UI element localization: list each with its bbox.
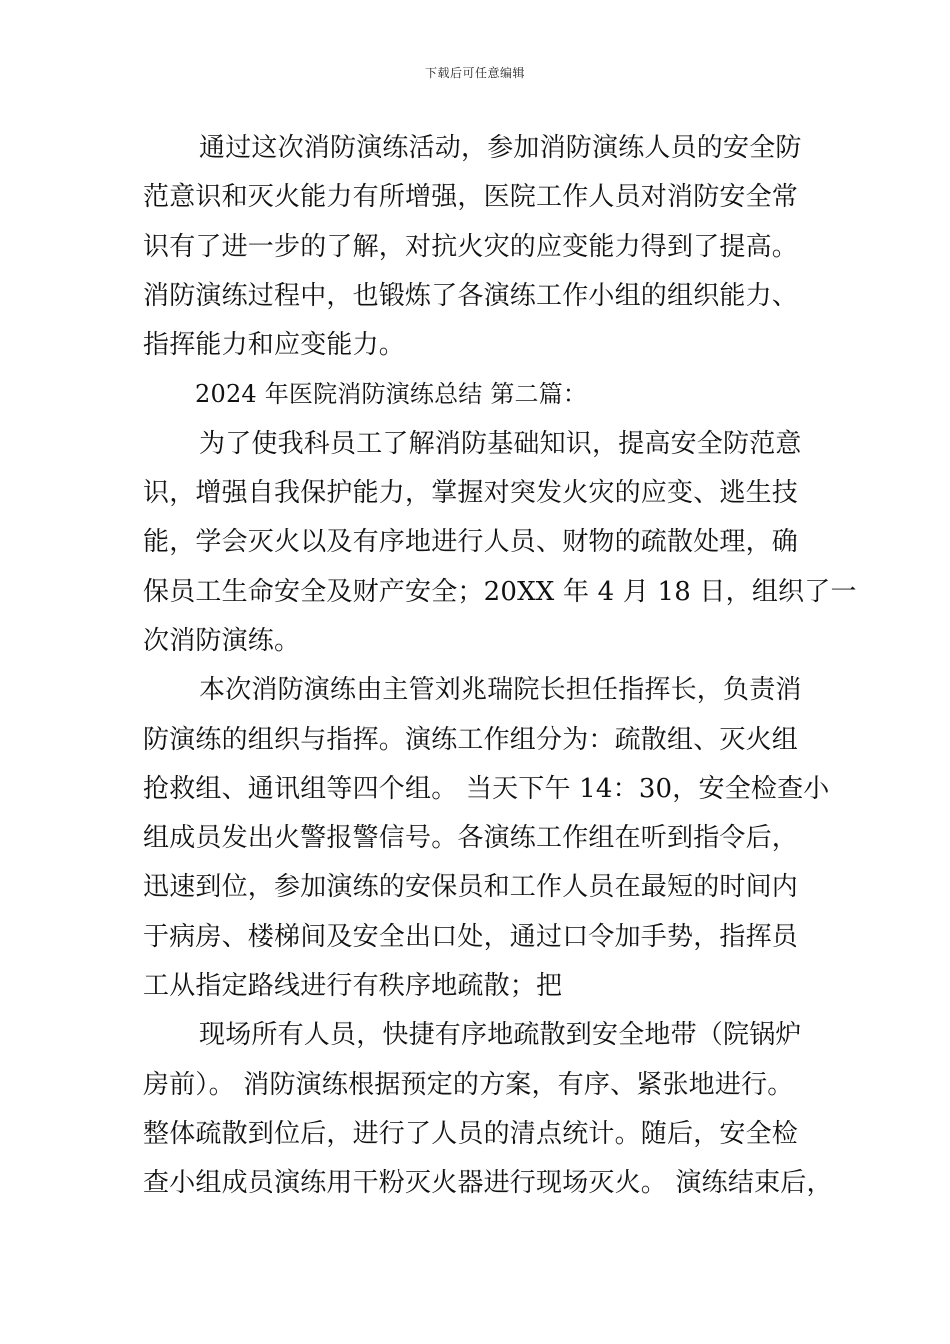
paragraph-line: 消防演练过程中，也锻炼了各演练工作小组的组织能力、 <box>143 280 799 311</box>
paragraph-line: 整体疏散到位后，进行了人员的清点统计。随后，安全检 <box>143 1118 799 1149</box>
paragraph-line: 迅速到位，参加演练的安保员和工作人员在最短的时间内 <box>143 872 799 903</box>
page-header: 下载后可任意编辑 <box>424 66 525 80</box>
paragraph-line: 房前）。 消防演练根据预定的方案，有序、紧张地进行。 <box>143 1069 794 1100</box>
paragraph-line: 通过这次消防演练活动，参加消防演练人员的安全防 <box>199 133 802 163</box>
paragraph-line: 为了使我科员工了解消防基础知识，提高安全防范意 <box>199 428 802 459</box>
paragraph-line: 查小组成员演练用干粉灭火器进行现场灭火。 演练结束后， <box>143 1168 833 1199</box>
paragraph-line: 防演练的组织与指挥。演练工作组分为：疏散组、灭火组 <box>143 724 799 755</box>
paragraph-line: 工从指定路线进行有秩序地疏散；把 <box>143 971 563 1002</box>
paragraph-line: 抢救组、通讯组等四个组。 当天下午 14：30，安全检查小 <box>143 773 830 804</box>
paragraph-line: 现场所有人员，快捷有序地疏散到安全地带（院锅炉 <box>199 1020 802 1051</box>
paragraph-line: 指挥能力和应变能力。 <box>143 330 406 361</box>
paragraph-line: 范意识和灭火能力有所增强，医院工作人员对消防安全常 <box>143 182 799 213</box>
paragraph-line: 保员工生命安全及财产安全；20XX 年 4 月 18 日，组织了一 <box>143 576 857 607</box>
section-heading: 2024 年医院消防演练总结 第二篇： <box>195 380 588 409</box>
paragraph-line: 次消防演练。 <box>143 625 301 656</box>
paragraph-line: 于病房、楼梯间及安全出口处，通过口令加手势，指挥员 <box>143 921 799 952</box>
paragraph-line: 识有了进一步的了解，对抗火灾的应变能力得到了提高。 <box>143 231 799 262</box>
paragraph-line: 本次消防演练由主管刘兆瑞院长担任指挥长，负责消 <box>199 675 802 706</box>
paragraph-line: 识，增强自我保护能力，掌握对突发火灾的应变、逃生技 <box>143 478 799 509</box>
paragraph-line: 能，学会灭火以及有序地进行人员、财物的疏散处理，确 <box>143 527 799 558</box>
paragraph-line: 组成员发出火警报警信号。各演练工作组在听到指令后， <box>143 823 799 854</box>
document-body <box>143 124 857 1209</box>
